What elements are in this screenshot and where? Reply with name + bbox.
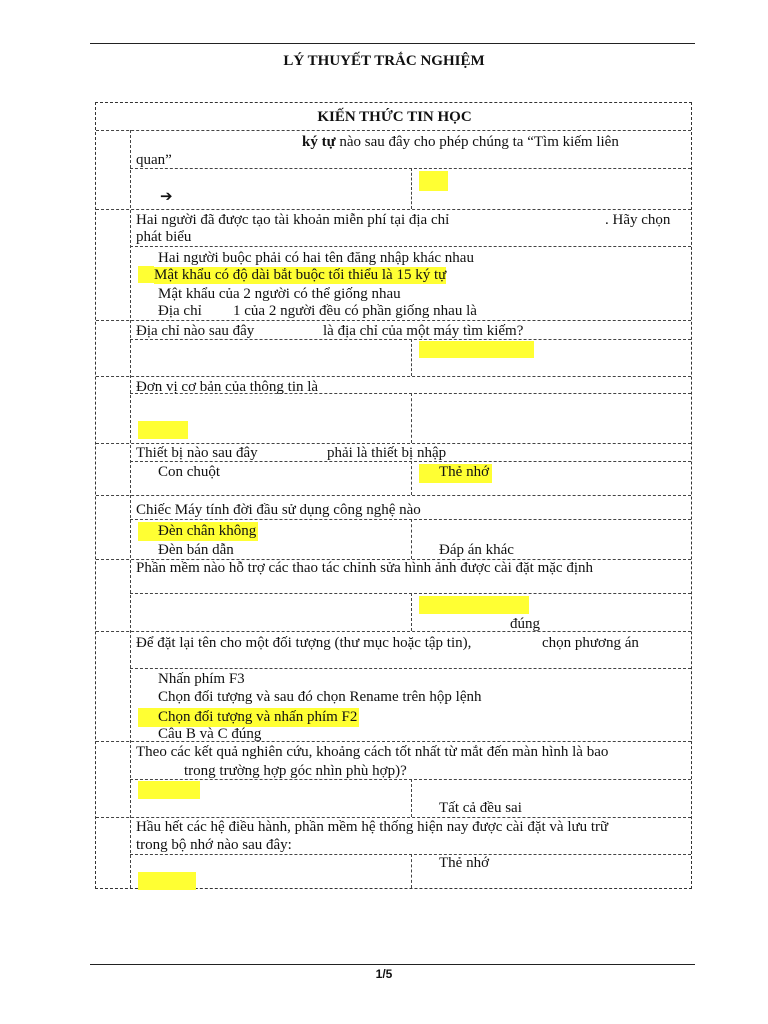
question-9-line2: trong trường hợp góc nhìn phù hợp)? <box>184 763 407 779</box>
question-1-bold: ký tự <box>302 134 336 150</box>
option: Tất cả đều sai <box>439 800 522 816</box>
option-correct: Mật khẩu có độ dài bắt buộc tối thiểu là 15 ký tự <box>154 267 447 283</box>
column-divider <box>411 461 412 495</box>
question-4-text: Đơn vị cơ bản của thông tin là <box>136 379 319 395</box>
option: Con chuột <box>158 464 221 480</box>
answer-highlight <box>138 781 200 799</box>
column-divider <box>130 130 131 888</box>
option: Chọn đối tượng và sau đó chọn Rename trên hộp lệnh <box>158 689 482 705</box>
question-2-line1-end: . Hãy chọn <box>605 212 671 228</box>
question-3-part1: Địa chỉ nào sau đây <box>136 323 255 339</box>
answer-highlight <box>419 171 448 191</box>
option: Hai người buộc phải có hai tên đăng nhập khác nhau <box>158 250 474 266</box>
row-divider <box>130 246 691 247</box>
answer-highlight <box>138 266 154 283</box>
question-5-part1: Thiết bị nào sau đây <box>136 445 258 461</box>
question-10-line2: trong bộ nhớ nào sau đây: <box>136 837 292 853</box>
question-7-text: Phần mềm nào hỗ trợ các thao tác chỉnh sửa hình ảnh được cài đặt mặc định <box>136 560 593 576</box>
row-divider <box>96 495 691 496</box>
answer-highlight <box>138 421 188 439</box>
row-divider <box>96 817 691 818</box>
column-divider <box>411 168 412 209</box>
question-2-line2: phát biểu <box>136 229 192 245</box>
answer-highlight <box>138 872 196 890</box>
option: Nhấn phím F3 <box>158 671 245 687</box>
question-3-part2: là địa chỉ của một máy tìm kiếm? <box>323 323 524 339</box>
arrow-icon: ➔ <box>160 189 173 205</box>
page-title: LÝ THUYẾT TRẮC NGHIỆM <box>283 53 485 69</box>
question-9-line1: Theo các kết quả nghiên cứu, khoảng cách tốt nhất từ mắt đến màn hình là bao <box>136 744 609 760</box>
top-rule <box>90 43 695 44</box>
option: Đèn bán dẫn <box>158 542 234 558</box>
option-correct: Đèn chân không <box>138 522 258 541</box>
quiz-table <box>95 102 692 889</box>
question-10-line1: Hầu hết các hệ điều hành, phần mềm hệ thống hiện nay được cài đặt và lưu trữ <box>136 819 609 835</box>
page-number: 1/5 <box>375 967 393 981</box>
row-divider <box>96 320 691 321</box>
column-divider <box>411 854 412 888</box>
option: 1 của 2 người đều có phần giống nhau là <box>233 303 477 319</box>
question-2-line1: Hai người đã được tạo tài khoản miễn phí tại địa chỉ <box>136 212 450 228</box>
option: Địa chỉ <box>158 303 202 319</box>
row-divider <box>96 443 691 444</box>
column-divider <box>411 393 412 443</box>
column-divider <box>411 519 412 559</box>
option: Mật khẩu của 2 người có thể giống nhau <box>158 286 401 302</box>
question-1-text <box>302 134 619 151</box>
row-divider <box>130 668 691 669</box>
option: Đáp án khác <box>439 542 514 558</box>
row-divider <box>96 631 691 632</box>
column-divider <box>411 593 412 631</box>
option: Câu B và C đúng <box>158 726 262 742</box>
question-6-text: Chiếc Máy tính đời đầu sử dụng công nghệ nào <box>136 502 421 518</box>
row-divider <box>96 209 691 210</box>
row-divider <box>96 376 691 377</box>
question-5-part2: phải là thiết bị nhập <box>327 445 447 461</box>
option: Thẻ nhớ <box>439 855 490 871</box>
answer-highlight <box>419 341 534 358</box>
column-divider <box>411 339 412 376</box>
row-divider <box>96 130 691 131</box>
question-8-part1: Để đặt lại tên cho một đối tượng (thư mục hoặc tập tin), <box>136 635 472 651</box>
bottom-rule <box>90 964 695 965</box>
option-correct: Chọn đối tượng và nhấn phím F2 <box>138 708 359 727</box>
table-header: KIẾN THỨC TIN HỌC <box>317 109 472 125</box>
column-divider <box>411 779 412 817</box>
answer-highlight <box>419 596 529 614</box>
question-1-line1: nào sau đây cho phép chúng ta “Tìm kiếm liên <box>339 134 619 150</box>
option: đúng <box>510 616 540 632</box>
question-1-line2: quan” <box>136 152 172 168</box>
option-correct: Thẻ nhớ <box>419 464 492 483</box>
question-8-part2: chọn phương án <box>542 635 639 651</box>
